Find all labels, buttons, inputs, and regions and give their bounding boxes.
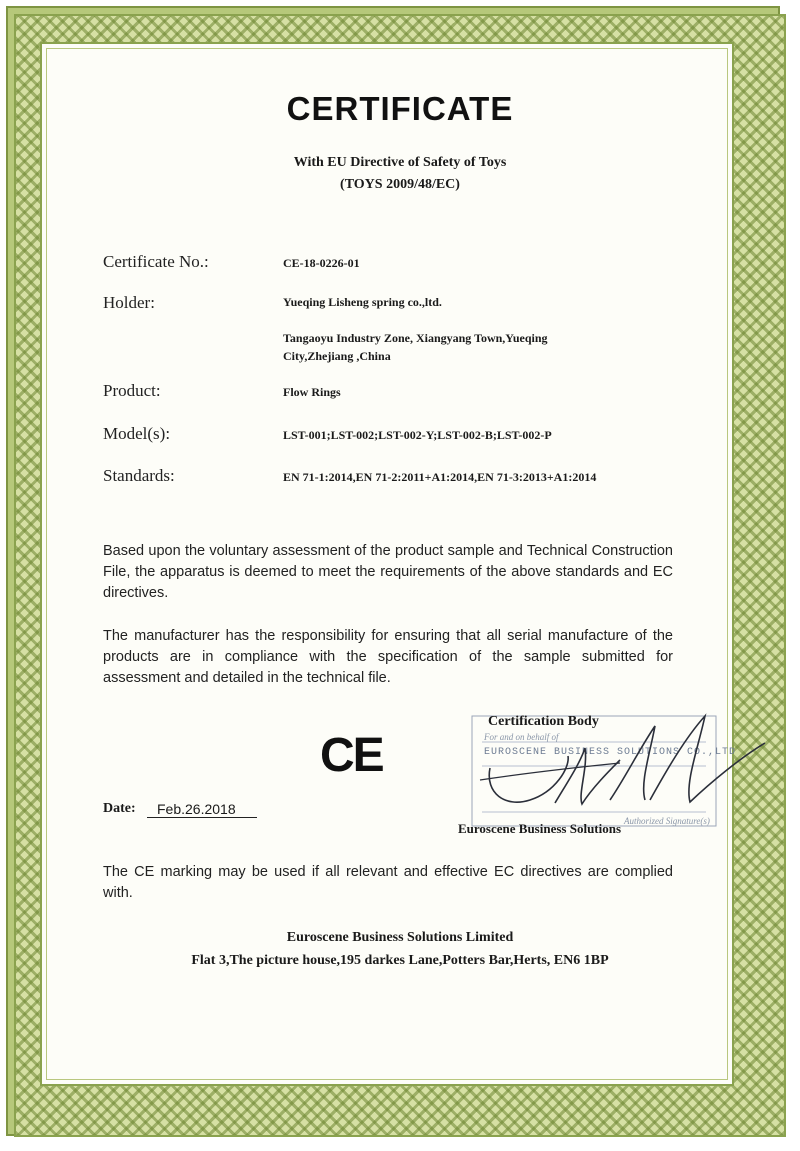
directive-subtitle: With EU Directive of Safety of Toys <box>293 155 507 170</box>
responsibility-paragraph: The manufacturer has the responsibility for ensuring that all serial manufacture of the products are in compliance with the specification of the sample submitted for assessment and detailed in the technical file. <box>103 628 673 686</box>
standards-label: Standards: <box>103 466 175 485</box>
models-label: Model(s): <box>103 424 171 443</box>
certificate-no-value: CE-18-0226-01 <box>283 256 360 270</box>
holder-address-line-2: City,Zhejiang ,China <box>283 349 391 363</box>
directive-code: (TOYS 2009/48/EC) <box>340 177 460 192</box>
ce-mark-logo: CE <box>320 729 383 782</box>
certificate-title: CERTIFICATE <box>286 90 514 127</box>
date-value: Feb.26.2018 <box>147 801 257 818</box>
handwritten-signature <box>460 708 780 828</box>
date-label: Date: <box>103 801 136 816</box>
stamp-company-name: EUROSCENE BUSINESS SOLUTIONS CO.,LTD <box>484 747 737 758</box>
stamp-authorized-text: Authorized Signature(s) <box>624 816 710 826</box>
certificate-no-label: Certificate No.: <box>103 252 209 271</box>
stamp-footer-company: Euroscene Business Solutions <box>458 821 622 836</box>
ce-marking-paragraph: The CE marking may be used if all relevant and effective EC directives are complied with. <box>103 864 673 901</box>
standards-value: EN 71-1:2014,EN 71-2:2011+A1:2014,EN 71-3:2013+A1:2014 <box>283 470 597 484</box>
stamp-on-behalf-text: For and on behalf of <box>484 732 559 742</box>
holder-label: Holder: <box>103 293 155 312</box>
holder-address-line-1: Tangaoyu Industry Zone, Xiangyang Town,Yueqing <box>283 331 548 345</box>
product-value: Flow Rings <box>283 385 341 399</box>
footer-company-name: Euroscene Business Solutions Limited <box>286 930 514 945</box>
product-label: Product: <box>103 381 161 400</box>
assessment-paragraph: Based upon the voluntary assessment of the product sample and Technical Construction File, the apparatus is deemed to meet the requirements of the above standards and EC directives. <box>103 543 673 601</box>
models-value: LST-001;LST-002;LST-002-Y;LST-002-B;LST-002-P <box>283 428 552 442</box>
holder-value: Yueqing Lisheng spring co.,ltd. <box>283 295 442 309</box>
certification-body-label: Certification Body <box>488 714 599 729</box>
footer-address: Flat 3,The picture house,195 darkes Lane,Potters Bar,Herts, EN6 1BP <box>191 953 609 968</box>
